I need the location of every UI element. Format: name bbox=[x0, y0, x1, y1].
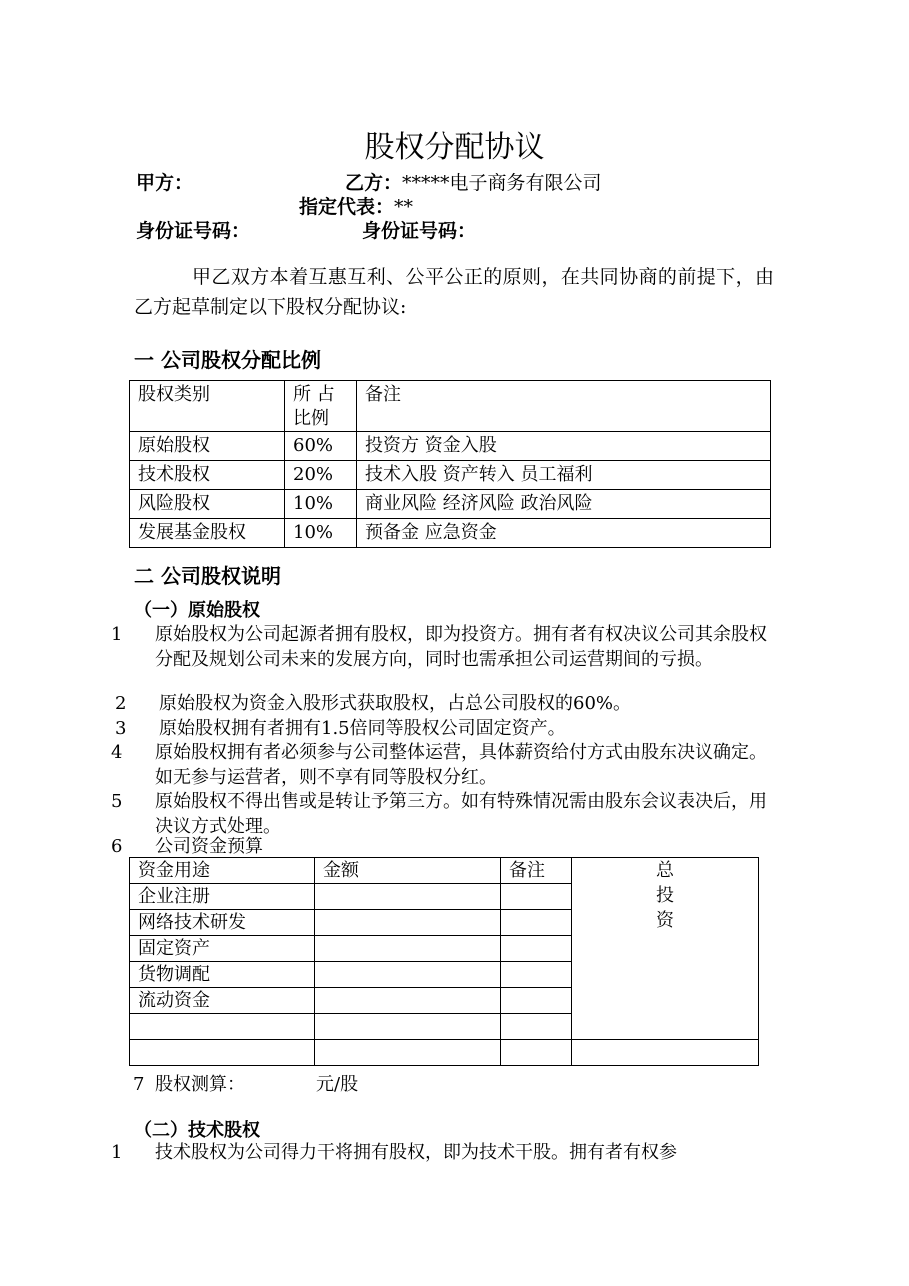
sub-heading-tech: （二）技术股权 bbox=[134, 1120, 260, 1141]
table-row bbox=[130, 490, 771, 519]
rep-line bbox=[299, 192, 413, 219]
header-cell-ratio bbox=[285, 381, 357, 432]
item7-unit: 元/股 bbox=[316, 1074, 359, 1095]
table-cell: 预备金 应急资金 bbox=[357, 519, 771, 548]
equity-table bbox=[129, 380, 771, 548]
party-a-label: 甲方： bbox=[136, 172, 194, 194]
party-b-line bbox=[345, 168, 602, 195]
item7-label: 股权测算： bbox=[155, 1074, 245, 1095]
party-b-label: 乙方： bbox=[345, 172, 403, 194]
table-row: 固定资产 bbox=[130, 936, 759, 962]
list-item: 6 公司资金预算 bbox=[111, 836, 263, 857]
table-cell: 风险股权 bbox=[130, 490, 285, 519]
item7-line: 7 股权测算： bbox=[133, 1074, 245, 1095]
list-item: 5 原始股权不得出售或是转让予第三方。如有特殊情况需由股东会议表决后，用决议方式处理。 bbox=[111, 791, 767, 837]
header-cell: 股权类别 bbox=[130, 381, 285, 432]
table-row bbox=[130, 519, 771, 548]
table-cell: 技术入股 资产转入 员工福利 bbox=[357, 461, 771, 490]
table-cell: 10% bbox=[285, 490, 357, 519]
header-cell: 备注 bbox=[357, 381, 771, 432]
table-row: 流动资金 bbox=[130, 988, 759, 1014]
table-row: 网络技术研发 bbox=[130, 910, 759, 936]
id-b-label: 身份证号码： bbox=[362, 220, 477, 242]
total-investment-cell: 总 投 资 bbox=[572, 858, 759, 1040]
table-cell: 10% bbox=[285, 519, 357, 548]
table-row bbox=[130, 461, 771, 490]
sub-heading-original: （一）原始股权 bbox=[134, 600, 260, 621]
table-row: 企业注册 bbox=[130, 884, 759, 910]
budget-table bbox=[129, 857, 759, 1066]
table-cell: 投资方 资金入股 bbox=[357, 432, 771, 461]
table-header-row bbox=[130, 858, 759, 884]
table-cell: 技术股权 bbox=[130, 461, 285, 490]
table-header-row bbox=[130, 381, 771, 432]
table-cell: 60% bbox=[285, 432, 357, 461]
id-a-label: 身份证号码： bbox=[136, 220, 251, 242]
list-item: 1 技术股权为公司得力干将拥有股权，即为技术干股。拥有者有权参 bbox=[111, 1142, 677, 1163]
header-cell: 金额 bbox=[315, 858, 501, 884]
list-item: 3 原始股权拥有者拥有1.5倍同等股权公司固定资产。 bbox=[115, 718, 566, 739]
table-cell: 20% bbox=[285, 461, 357, 490]
header-cell: 备注 bbox=[501, 858, 572, 884]
list-item: 1 原始股权为公司起源者拥有股权，即为投资方。拥有者有权决议公司其余股权分配及规划公司未来的发展方向，同时也需承担公司运营期间的亏损。 bbox=[111, 624, 767, 670]
rep-value: ** bbox=[394, 196, 414, 218]
table-row: 货物调配 bbox=[130, 962, 759, 988]
table-cell: 发展基金股权 bbox=[130, 519, 285, 548]
list-item: 2 原始股权为资金入股形式获取股权，占总公司股权的60%。 bbox=[115, 693, 632, 714]
intro-paragraph: 甲乙双方本着互惠互利、公平公正的原则，在共同协商的前提下，由乙方起草制定以下股权分配协议: bbox=[134, 266, 774, 318]
header-ratio-line1: 所 占 bbox=[293, 384, 335, 405]
list-item: 4 原始股权拥有者必须参与公司整体运营，具体薪资给付方式由股东决议确定。如无参与运营者，则不享有同等股权分红。 bbox=[111, 742, 767, 788]
table-cell: 商业风险 经济风险 政治风险 bbox=[357, 490, 771, 519]
page-title: 股权分配协议 bbox=[364, 130, 545, 165]
header-ratio-line2: 比例 bbox=[293, 408, 329, 429]
table-cell: 原始股权 bbox=[130, 432, 285, 461]
party-b-value: *****电子商务有限公司 bbox=[402, 172, 602, 194]
section1-heading: 一 公司股权分配比例 bbox=[134, 348, 321, 372]
section2-heading: 二 公司股权说明 bbox=[134, 564, 281, 588]
rep-label: 指定代表： bbox=[299, 196, 395, 218]
header-cell: 资金用途 bbox=[130, 858, 315, 884]
table-row bbox=[130, 432, 771, 461]
table-row bbox=[130, 1040, 759, 1066]
